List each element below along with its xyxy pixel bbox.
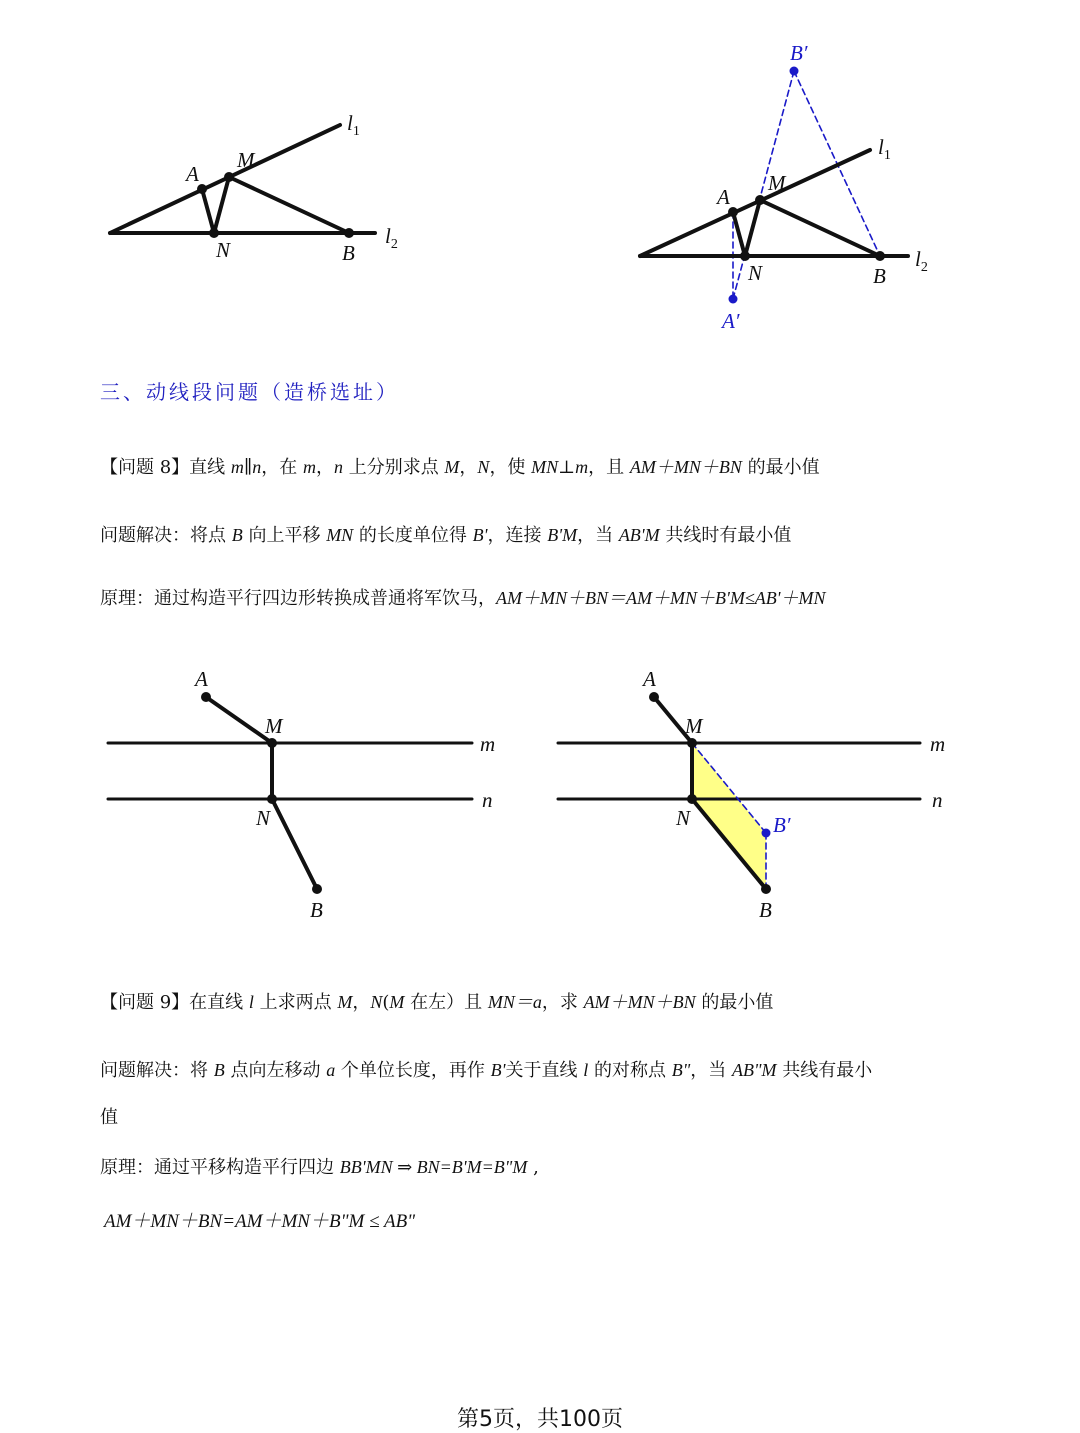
point-B	[344, 228, 354, 238]
label-A: A	[717, 185, 730, 209]
label-B: B	[759, 898, 772, 922]
label-Ap: A′	[722, 309, 740, 333]
label-l2: l	[385, 224, 391, 248]
problem-8-solution: 问题解决：将点 B 向上平移 MN 的长度单位得 B'，连接 B'M，当 AB'M 共线时有最小值	[100, 525, 792, 546]
segment-NB	[272, 799, 317, 889]
label-l1-sub: 1	[352, 124, 360, 139]
label-l2: l	[915, 247, 921, 271]
label-M: M	[265, 714, 283, 738]
point-N	[740, 251, 750, 261]
segment-MB	[229, 177, 349, 233]
problem-8-principle: 原理：通过构造平行四边形转换成普通将军饮马，AM＋MN＋BN＝AM＋MN＋B'M≤AB'＋MN	[100, 588, 826, 609]
point-N	[267, 794, 277, 804]
label-l2-sub: 2	[920, 260, 928, 275]
point-B	[875, 251, 885, 261]
svg-text:l1	[347, 111, 360, 139]
segment-AN	[733, 212, 745, 256]
point-M	[755, 195, 765, 205]
label-M: M	[685, 714, 703, 738]
svg-text:l2	[385, 224, 398, 252]
segment-AN	[202, 189, 214, 233]
point-B	[312, 884, 322, 894]
point-Bp	[790, 67, 799, 76]
parallelogram-fill	[692, 743, 766, 889]
problem-8-statement: 【问题 8】直线 m∥n，在 m，n 上分别求点 M，N，使 MN⊥m，且 AM＋MN＋BN 的最小值	[100, 457, 820, 478]
svg-text:l1	[878, 135, 891, 163]
label-l1-sub: 1	[883, 148, 891, 163]
line-l1	[640, 150, 870, 256]
label-B: B	[310, 898, 323, 922]
point-Ap	[729, 295, 738, 304]
figure-3-bridge	[0, 660, 540, 930]
label-B: B	[342, 241, 355, 265]
segment-AM	[206, 697, 272, 743]
point-M	[267, 738, 277, 748]
label-m: m	[480, 732, 496, 756]
label-m: m	[930, 732, 946, 756]
problem-9-principle: 原理：通过平移构造平行四边 BB'MN ⇒ BN=B'M=B"M ,	[100, 1157, 539, 1178]
problem-9-statement: 【问题 9】在直线 l 上求两点 M，N(M 在左）且 MN＝a，求 AM＋MN＋BN 的最小值	[100, 992, 774, 1013]
label-l1: l	[878, 135, 884, 159]
point-Bp	[762, 829, 771, 838]
segment-MN	[214, 177, 229, 233]
label-N: N	[748, 261, 763, 285]
problem-9-solution: 问题解决：将 B 点向左移动 a 个单位长度，再作 B'关于直线 l 的对称点 B"，当 AB"M 共线有最小	[100, 1060, 873, 1081]
section-heading: 三、动线段问题（造桥选址）	[100, 380, 399, 404]
figure-4-parallelogram	[540, 660, 1080, 930]
label-Bp: B′	[790, 41, 808, 65]
label-n: n	[482, 788, 493, 812]
problem-9-formula: AM＋MN＋BN=AM＋MN＋B"M ≤ AB"	[104, 1211, 416, 1232]
label-A: A	[186, 162, 199, 186]
point-M	[687, 738, 697, 748]
point-B	[761, 884, 771, 894]
point-N	[209, 228, 219, 238]
figure-1-triangle	[0, 0, 540, 290]
point-N	[687, 794, 697, 804]
label-Bp: B′	[773, 813, 791, 837]
label-A: A	[643, 667, 656, 691]
point-A	[649, 692, 659, 702]
page-footer: 第5页，共100页	[457, 1407, 623, 1432]
label-M: M	[768, 171, 786, 195]
label-n: n	[932, 788, 943, 812]
label-N: N	[216, 238, 231, 262]
segment-MB	[760, 200, 880, 256]
label-N: N	[676, 806, 691, 830]
label-l2-sub: 2	[390, 237, 398, 252]
figure-2-reflection	[540, 0, 1080, 345]
point-M	[224, 172, 234, 182]
label-B: B	[873, 264, 886, 288]
label-l1: l	[347, 111, 353, 135]
label-A: A	[195, 667, 208, 691]
problem-9-solution-line2: 值	[100, 1107, 118, 1128]
label-N: N	[256, 806, 271, 830]
svg-text:l2	[915, 247, 928, 275]
point-A	[201, 692, 211, 702]
label-M: M	[237, 148, 255, 172]
